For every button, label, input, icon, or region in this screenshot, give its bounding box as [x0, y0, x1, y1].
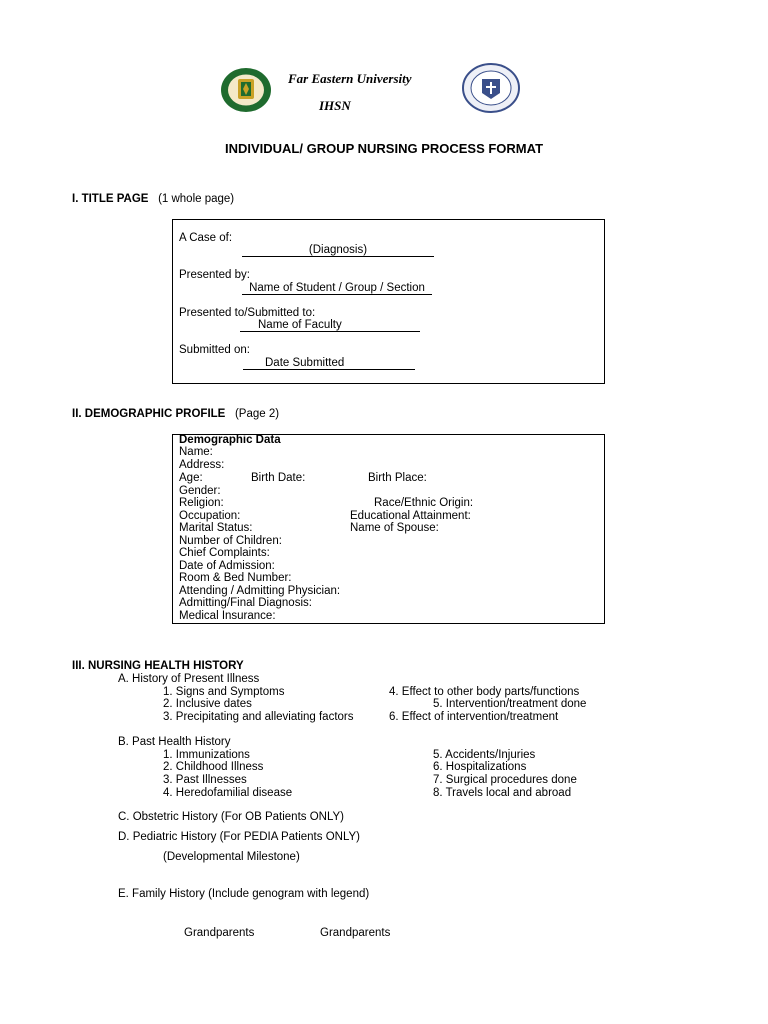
university-name: Far Eastern University [288, 71, 412, 86]
obstetric-history-title: C. Obstetric History (For OB Patients ONLY) [118, 811, 345, 823]
section3-heading: III. NURSING HEALTH HISTORY [72, 660, 244, 672]
presented-to-label: Presented to/Submitted to: [179, 307, 316, 319]
institute-name: IHSN [319, 98, 351, 113]
history-present-title: A. History of Present Illness [118, 673, 260, 685]
field-religion: Religion: [179, 497, 224, 509]
document-title: INDIVIDUAL/ GROUP NURSING PROCESS FORMAT [224, 141, 544, 156]
b-item-5: 5. Accidents/Injuries [433, 749, 536, 761]
section2-note: (Page 2) [234, 408, 280, 420]
a-item-2: 2. Inclusive dates [163, 698, 252, 710]
b-item-1: 1. Immunizations [163, 749, 250, 761]
diagnosis-line [242, 244, 434, 257]
past-health-title: B. Past Health History [118, 736, 231, 748]
demographic-box-title: Demographic Data [179, 434, 281, 446]
field-spouse: Name of Spouse: [350, 522, 439, 534]
field-children: Number of Children: [179, 535, 282, 547]
grandparents-left: Grandparents [184, 927, 255, 939]
field-marital: Marital Status: [179, 522, 253, 534]
field-gender: Gender: [179, 485, 221, 497]
section1-heading: I. TITLE PAGE [72, 193, 149, 205]
field-diagnosis: Admitting/Final Diagnosis: [179, 597, 312, 609]
field-physician: Attending / Admitting Physician: [179, 585, 341, 597]
student-line [242, 282, 432, 295]
field-birth-place: Birth Place: [368, 472, 427, 484]
a-item-1: 1. Signs and Symptoms [163, 686, 285, 698]
diagnosis-placeholder: (Diagnosis) [242, 244, 434, 257]
a-item-4: 4. Effect to other body parts/functions [389, 686, 580, 698]
field-education: Educational Attainment: [350, 510, 471, 522]
family-history-title: E. Family History (Include genogram with legend) [118, 888, 370, 900]
field-race: Race/Ethnic Origin: [374, 497, 474, 509]
student-placeholder: Name of Student / Group / Section [242, 282, 432, 295]
ihsn-seal-icon [462, 63, 520, 113]
field-insurance: Medical Insurance: [179, 610, 276, 622]
section2-heading-row [72, 408, 279, 420]
date-placeholder: Date Submitted [243, 357, 415, 370]
a-item-3: 3. Precipitating and alleviating factors [163, 711, 354, 723]
faculty-placeholder: Name of Faculty [240, 319, 420, 332]
b-item-3: 3. Past Illnesses [163, 774, 247, 786]
b-item-6: 6. Hospitalizations [433, 761, 527, 773]
submitted-on-label: Submitted on: [179, 344, 250, 356]
faculty-line [240, 319, 420, 332]
a-case-of-label: A Case of: [179, 232, 233, 244]
field-complaints: Chief Complaints: [179, 547, 270, 559]
grandparents-right: Grandparents [320, 927, 391, 939]
feu-seal-icon [220, 67, 272, 113]
section1-heading-row [72, 193, 234, 205]
presented-by-label: Presented by: [179, 269, 250, 281]
pediatric-history-title: D. Pediatric History (For PEDIA Patients ONLY) [118, 831, 360, 843]
field-room: Room & Bed Number: [179, 572, 292, 584]
field-birth-date: Birth Date: [251, 472, 306, 484]
section2-heading: II. DEMOGRAPHIC PROFILE [72, 408, 226, 420]
b-item-7: 7. Surgical procedures done [433, 774, 577, 786]
b-item-8: 8. Travels local and abroad [433, 787, 572, 799]
field-admission: Date of Admission: [179, 560, 275, 572]
field-name: Name: [179, 446, 213, 458]
b-item-2: 2. Childhood Illness [163, 761, 264, 773]
developmental-milestone-note: (Developmental Milestone) [163, 851, 300, 863]
b-item-4: 4. Heredofamilial disease [163, 787, 293, 799]
section1-note: (1 whole page) [158, 193, 235, 205]
field-age: Age: [179, 472, 203, 484]
field-address: Address: [179, 459, 225, 471]
date-line [243, 357, 415, 370]
field-occupation: Occupation: [179, 510, 241, 522]
a-item-6: 6. Effect of intervention/treatment [389, 711, 559, 723]
a-item-5: 5. Intervention/treatment done [433, 698, 587, 710]
